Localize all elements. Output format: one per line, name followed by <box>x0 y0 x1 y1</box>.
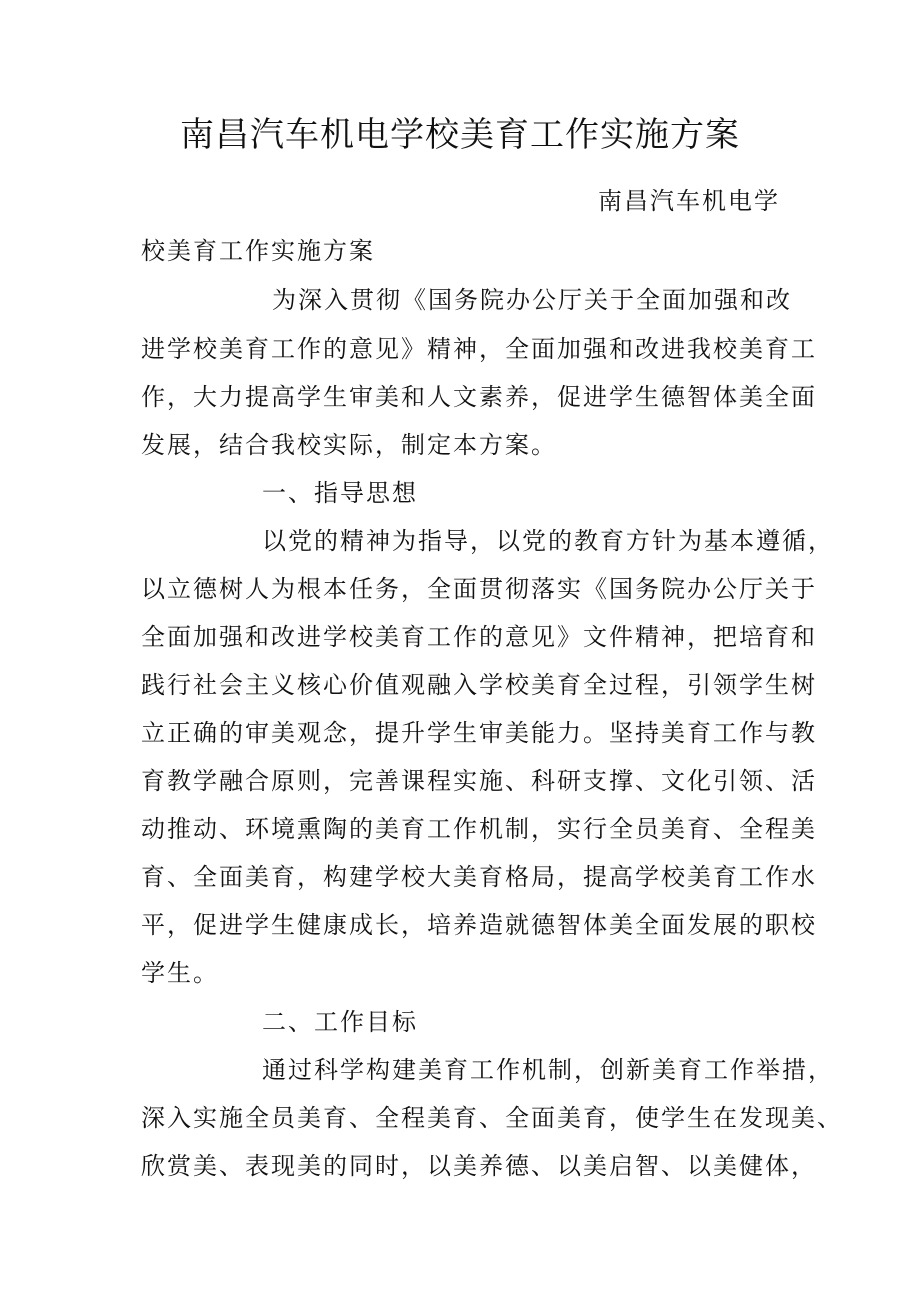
subtitle-line: 校美育工作实施方案 <box>141 237 375 265</box>
section1-line: 育、全面美育，构建学校大美育格局，提高学校美育工作水 <box>141 863 817 891</box>
section1-line: 以党的精神为指导，以党的教育方针为基本遵循， <box>262 527 834 555</box>
section1-line: 动推动、环境熏陶的美育工作机制，实行全员美育、全程美 <box>141 815 817 843</box>
section2-line: 欣赏美、表现美的同时，以美养德、以美启智、以美健体， <box>141 1152 817 1180</box>
section1-line: 全面加强和改进学校美育工作的意见》文件精神，把培育和 <box>141 623 817 651</box>
section1-line: 育教学融合原则，完善课程实施、科研支撑、文化引领、活 <box>141 767 817 795</box>
section-heading: 一、指导思想 <box>262 479 418 507</box>
intro-line: 发展，结合我校实际，制定本方案。 <box>141 431 557 459</box>
subtitle-line: 南昌汽车机电学 <box>598 187 780 215</box>
section2-line: 通过科学构建美育工作机制，创新美育工作举措， <box>262 1056 834 1084</box>
intro-line: 为深入贯彻《国务院办公厅关于全面加强和改 <box>272 286 792 314</box>
section1-line: 平，促进学生健康成长，培养造就德智体美全面发展的职校 <box>141 911 817 939</box>
section1-line: 以立德树人为根本任务，全面贯彻落实《国务院办公厅关于 <box>141 575 817 603</box>
section-heading: 二、工作目标 <box>262 1008 418 1036</box>
section1-line: 学生。 <box>141 959 219 987</box>
intro-line: 作，大力提高学生审美和人文素养，促进学生德智体美全面 <box>141 383 817 411</box>
intro-line: 进学校美育工作的意见》精神，全面加强和改进我校美育工 <box>141 335 817 363</box>
section1-line: 立正确的审美观念，提升学生审美能力。坚持美育工作与教 <box>141 719 817 747</box>
section2-line: 深入实施全员美育、全程美育、全面美育，使学生在发现美、 <box>141 1104 843 1132</box>
document-title: 南昌汽车机电学校美育工作实施方案 <box>180 115 740 155</box>
section1-line: 践行社会主义核心价值观融入学校美育全过程，引领学生树 <box>141 671 817 699</box>
